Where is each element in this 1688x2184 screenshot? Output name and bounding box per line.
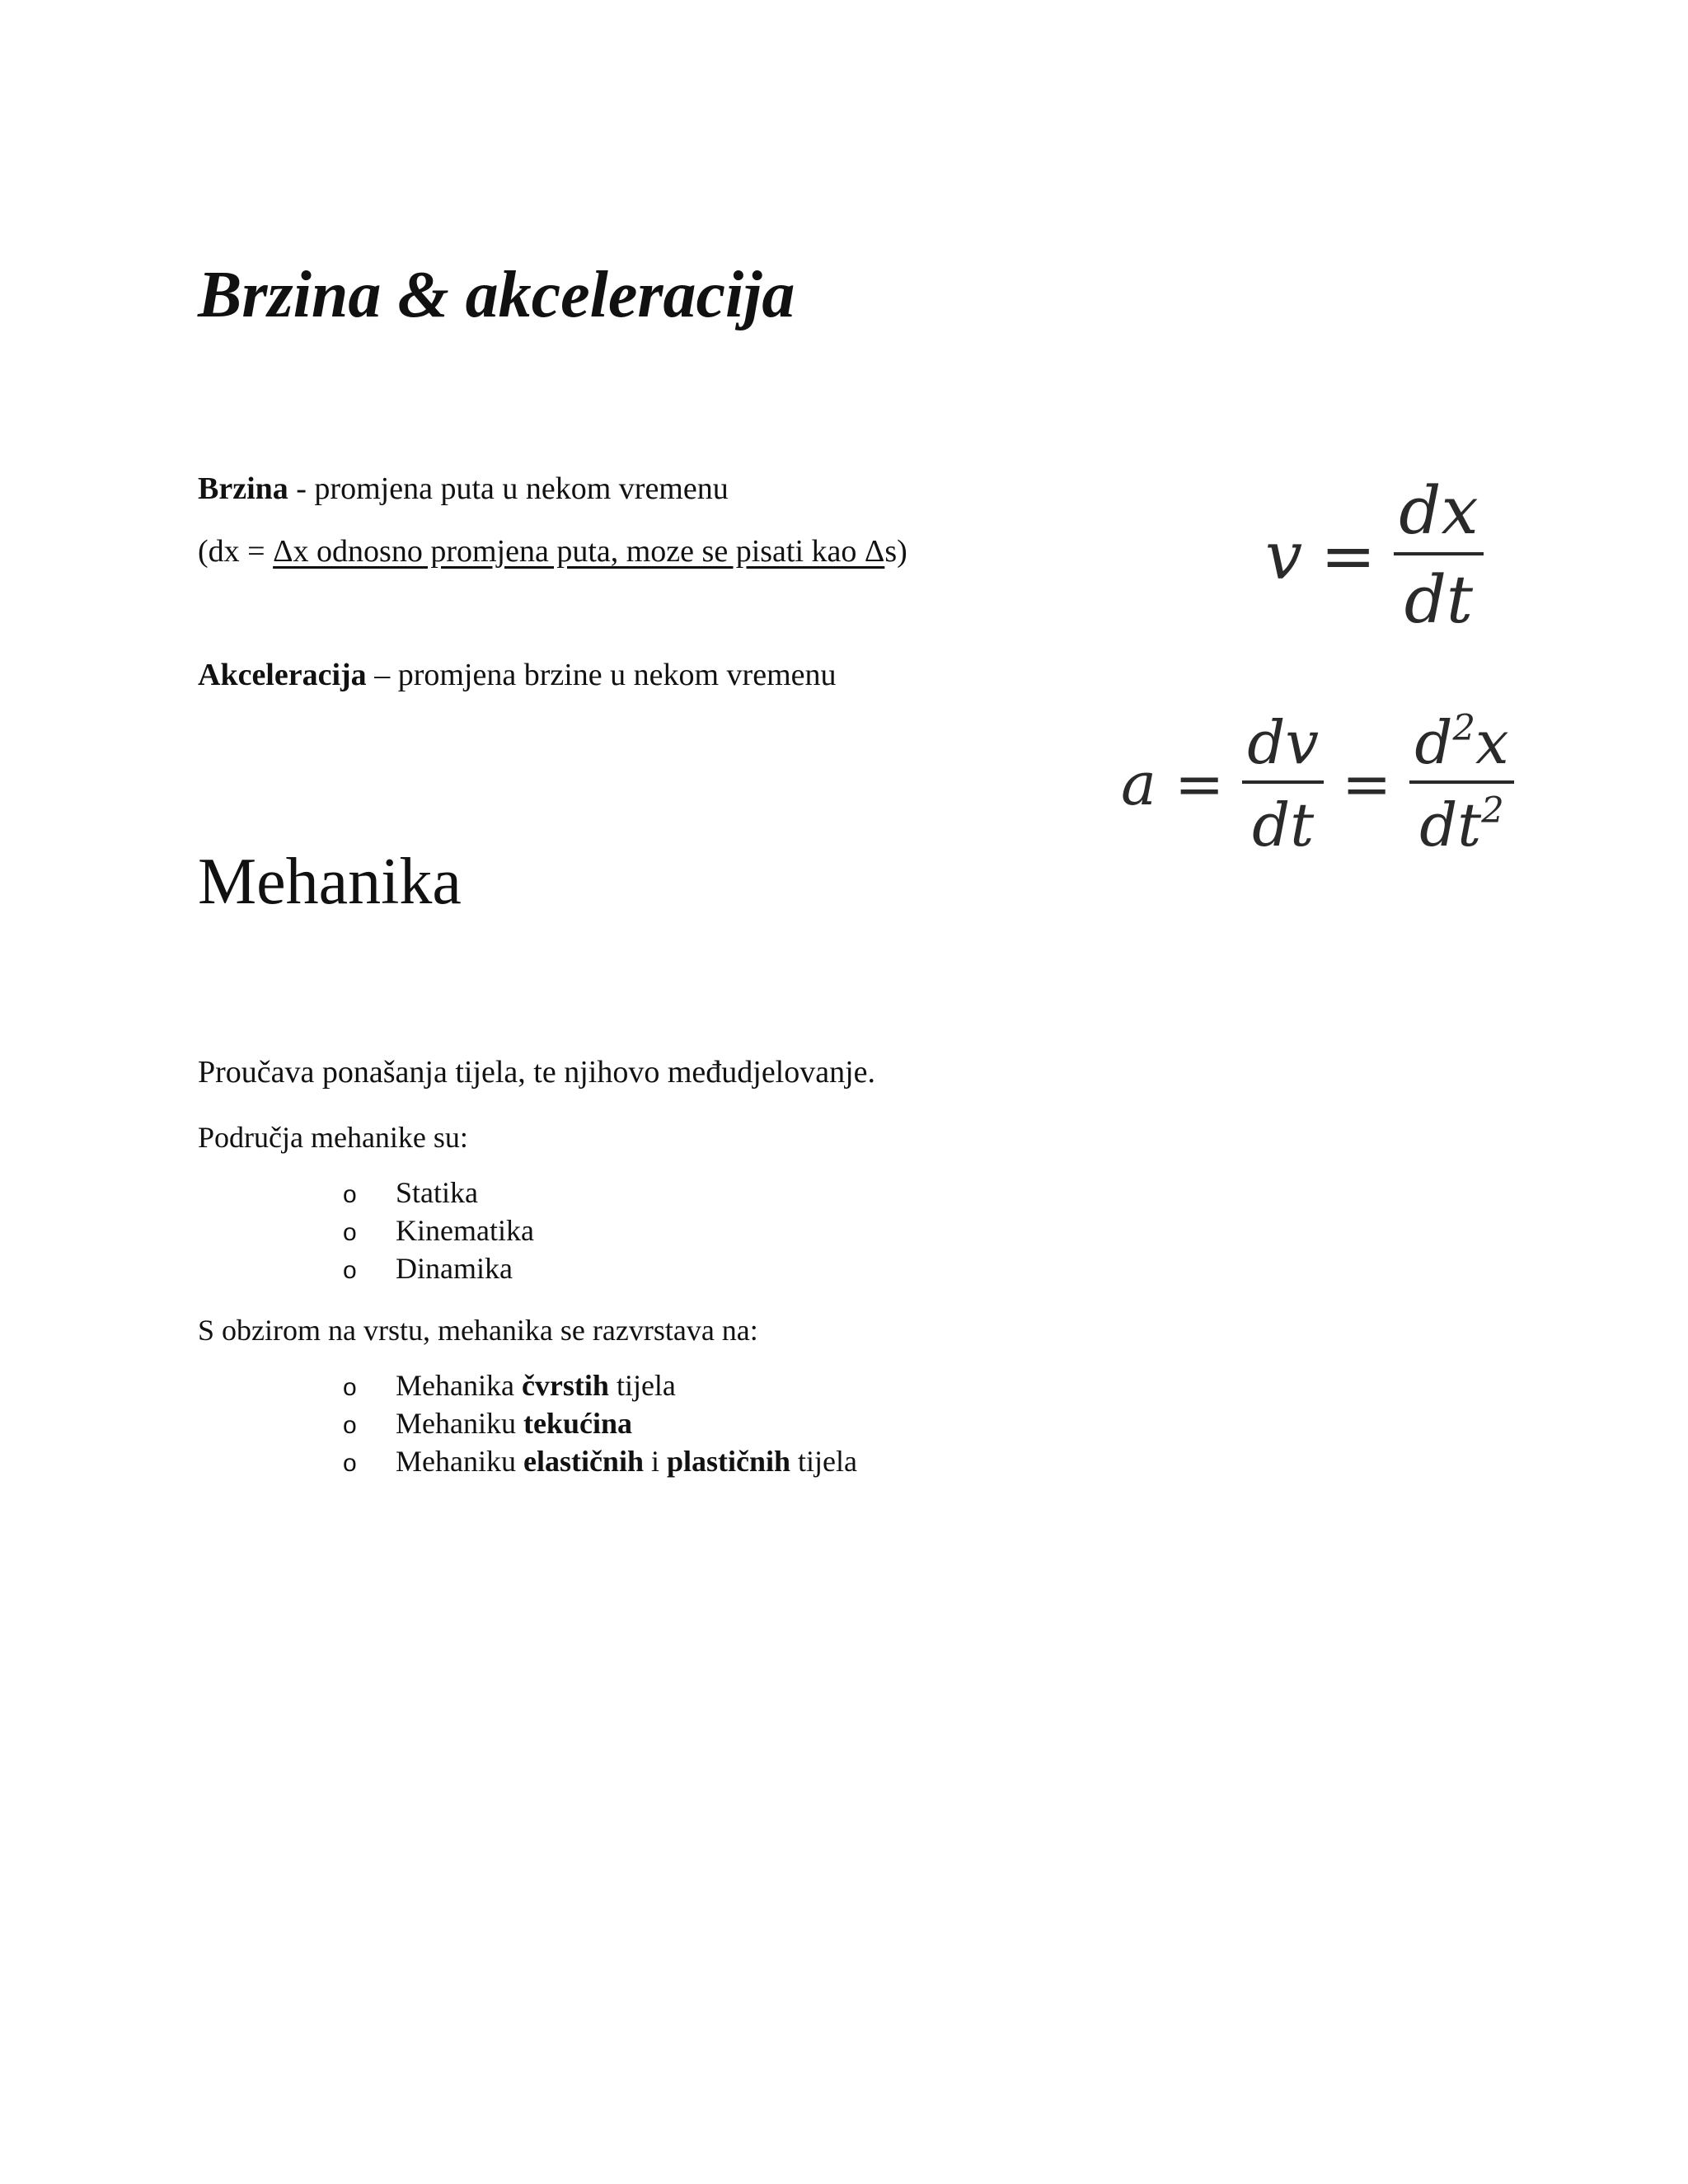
list-item: o Mehaniku tekućina <box>343 1404 857 1442</box>
acceleration-fraction-1 <box>1242 708 1324 860</box>
bullet-marker: o <box>343 1412 357 1439</box>
brzina-note-close: s) <box>884 534 907 569</box>
list-item: o Mehaniku elastičnih i plastičnih tijela <box>343 1442 857 1480</box>
akceleracija-term: Akceleracija <box>198 658 367 692</box>
bullet-marker: o <box>343 1450 357 1477</box>
bullet-marker: o <box>343 1257 357 1284</box>
areas-list <box>343 1174 534 1287</box>
acceleration-fraction-2 <box>1409 707 1513 860</box>
acceleration-equation <box>1121 707 1514 860</box>
velocity-denominator: dt <box>1404 561 1474 638</box>
list-item-text: Statika <box>396 1176 478 1209</box>
areas-label: Područja mehanike su: <box>198 1121 468 1154</box>
acceleration-denominator-1: dt <box>1252 790 1315 860</box>
equals-sign: = <box>1342 749 1392 818</box>
bullet-marker: o <box>343 1374 357 1401</box>
section-title-mehanika: Mehanika <box>198 846 462 918</box>
types-label: S obzirom na vrstu, mehanika se razvrstava na: <box>198 1314 758 1347</box>
acceleration-numerator-2: $d^2x$ <box>1414 707 1509 777</box>
velocity-lhs: v <box>1265 517 1303 594</box>
brzina-term: Brzina <box>198 471 288 506</box>
page-title: Brzina & akceleracija <box>198 259 795 331</box>
brzina-definition-text: - promjena puta u nekom vremenu <box>288 471 729 506</box>
acceleration-lhs: a <box>1121 749 1156 818</box>
brzina-definition <box>198 473 729 504</box>
velocity-equation <box>1265 472 1484 638</box>
list-item <box>343 1212 534 1249</box>
brzina-note-open: (dx = <box>198 534 274 569</box>
bullet-marker: o <box>343 1181 357 1208</box>
list-item <box>343 1174 534 1212</box>
equals-sign: = <box>1320 517 1376 594</box>
fraction-bar <box>1242 780 1324 784</box>
akceleracija-definition <box>198 659 837 691</box>
akceleracija-definition-text: – promjena brzine u nekom vremenu <box>366 658 837 692</box>
list-item-text: Dinamika <box>396 1252 513 1285</box>
fraction-bar <box>1394 552 1483 555</box>
velocity-numerator: dx <box>1399 472 1479 549</box>
list-item-text: Kinematika <box>396 1214 534 1247</box>
bullet-marker: o <box>343 1219 357 1246</box>
list-item <box>343 1249 534 1287</box>
brzina-note-underlined: Δx odnosno promjena puta, moze se pisati kao Δ <box>273 534 885 569</box>
mehanika-intro: Proučava ponašanja tijela, te njihovo međudjelovanje. <box>198 1055 876 1090</box>
acceleration-numerator-1: dv <box>1247 708 1320 777</box>
velocity-fraction <box>1394 472 1483 638</box>
types-list <box>343 1366 857 1480</box>
equals-sign: = <box>1174 749 1225 818</box>
brzina-note <box>198 536 907 567</box>
acceleration-denominator-2: $dt^2$ <box>1419 790 1504 860</box>
list-item: o Mehanika čvrstih tijela <box>343 1366 857 1404</box>
fraction-bar <box>1409 780 1513 784</box>
